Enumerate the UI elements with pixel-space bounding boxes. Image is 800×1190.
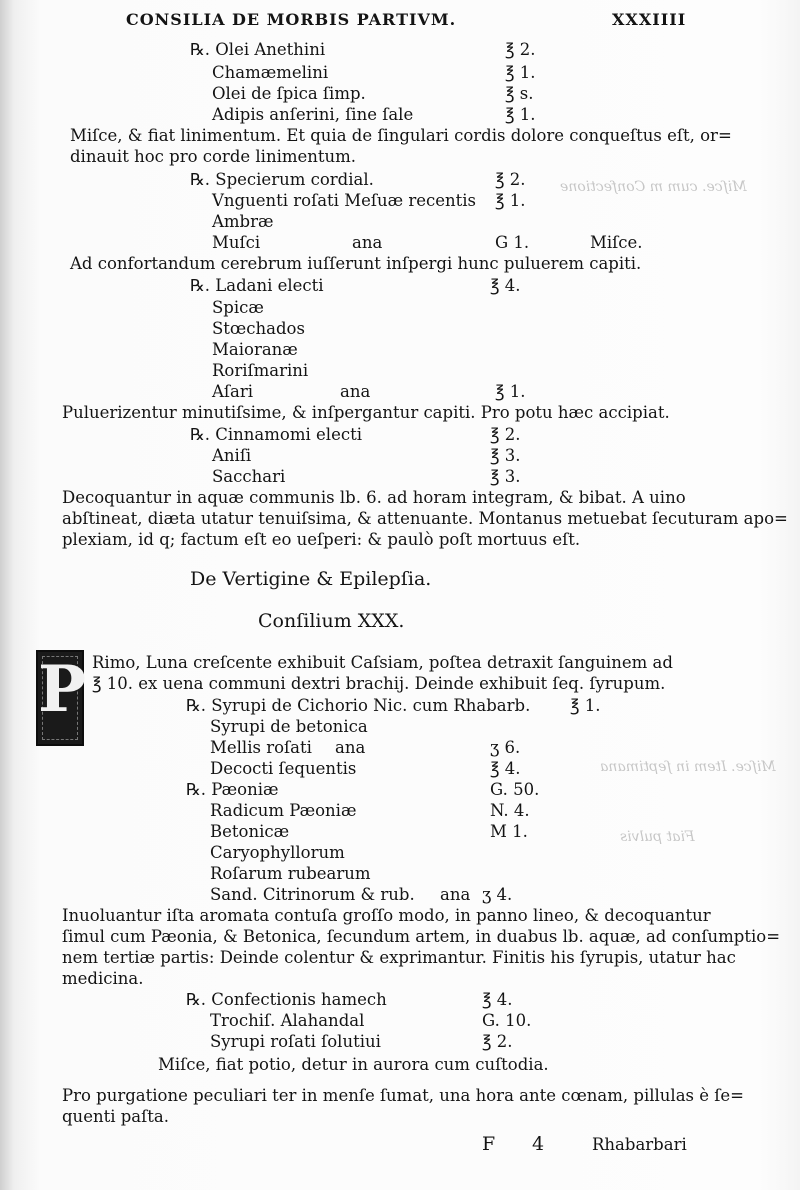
- show-through-text: Miſce. Item in ſeptimana: [600, 759, 776, 775]
- recipe-line: Roriſmarini: [212, 361, 309, 380]
- section-heading: De Vertigine & Epilepſia.: [190, 568, 432, 590]
- recipe-amount: ℥ 1.: [495, 382, 526, 401]
- recipe-line: ℞. Syrupi de Cichorio Nic. cum Rhabarb.: [186, 696, 531, 715]
- recipe-tail: Miſce.: [590, 233, 643, 252]
- recipe-amount: ℥ 1.: [505, 105, 536, 124]
- recipe-line: ℞. Pæoniæ: [186, 780, 279, 799]
- folio-number: XXXIIII: [612, 10, 687, 29]
- recipe-amount: G. 50.: [490, 780, 540, 799]
- recipe-line: Aſari: [212, 382, 254, 401]
- recipe-line: Mellis roſati: [210, 738, 312, 757]
- recipe-line: Trochiſ. Alahandal: [210, 1011, 365, 1030]
- body-line: Miſce, & fiat linimentum. Et quia de ſingulari cordis dolore conqueſtus eſt, or=: [70, 126, 732, 145]
- signature-number: 4: [532, 1133, 545, 1155]
- recipe-line: Muſci: [212, 233, 261, 252]
- recipe-amount: N. 4.: [490, 801, 530, 820]
- recipe-amount: ℥ 2.: [490, 425, 521, 444]
- body-line: ſimul cum Pæonia, & Betonica, ſecundum artem, in duabus lb. aquæ, ad conſumptio=: [62, 927, 781, 946]
- running-title: CONSILIA DE MORBIS PARTIVM.: [126, 10, 457, 29]
- body-line: ℥ 10. ex uena communi dextri brachij. Deinde exhibuit ſeq. ſyrupum.: [92, 674, 666, 693]
- recipe-line: Decocti ſequentis: [210, 759, 357, 778]
- body-line: Miſce, fiat potio, detur in aurora cum cuſtodia.: [158, 1055, 549, 1074]
- recipe-line: Chamæmelini: [212, 63, 329, 82]
- recipe-line: ℞. Confectionis hamech: [186, 990, 387, 1009]
- recipe-amount: ℥ 3.: [490, 467, 521, 486]
- recipe-line: Sand. Citrinorum & rub.: [210, 885, 415, 904]
- body-line: Pro purgatione peculiari ter in menſe ſumat, una hora ante cœnam, pillulas è ſe=: [62, 1086, 744, 1105]
- initial-letter: P: [38, 652, 87, 727]
- show-through-text: Miſce. cum m Confectione: [560, 179, 747, 195]
- recipe-line: Radicum Pæoniæ: [210, 801, 357, 820]
- recipe-amount: ℥ 1.: [505, 63, 536, 82]
- recipe-line: Caryophyllorum: [210, 843, 345, 862]
- decorated-initial: [36, 650, 87, 746]
- body-line: Rimo, Luna creſcente exhibuit Caſsiam, poſtea detraxit ſanguinem ad: [92, 653, 673, 672]
- signature-mark: F: [482, 1133, 496, 1155]
- body-line: medicina.: [62, 969, 144, 988]
- recipe-amount: ℥ 2.: [495, 170, 526, 189]
- recipe-ana: ana: [352, 233, 383, 252]
- recipe-line: Spicæ: [212, 298, 264, 317]
- recipe-line: ℞. Cinnamomi electi: [190, 425, 362, 444]
- recipe-line: Aniſi: [212, 446, 252, 465]
- recipe-ana: ana: [340, 382, 371, 401]
- body-line: nem tertiæ partis: Deinde colentur & exprimantur. Finitis his ſyrupis, utatur hac: [62, 948, 736, 967]
- recipe-line: Sacchari: [212, 467, 286, 486]
- recipe-line: ℞. Olei Anethini: [190, 40, 326, 59]
- recipe-line: Maioranæ: [212, 340, 298, 359]
- recipe-line: Syrupi roſati ſolutiui: [210, 1032, 381, 1051]
- body-line: Decoquantur in aquæ communis lb. 6. ad horam integram, & bibat. A uino: [62, 488, 686, 507]
- body-line: quenti paſta.: [62, 1107, 169, 1126]
- recipe-amount: ℥ 1.: [495, 191, 526, 210]
- recipe-amount: G 1.: [495, 233, 530, 252]
- recipe-line: Stœchados: [212, 319, 305, 338]
- recipe-line: Roſarum rubearum: [210, 864, 371, 883]
- recipe-line: Vnguenti roſati Meſuæ recentis: [212, 191, 476, 210]
- recipe-ana: ana: [440, 885, 471, 904]
- body-line: plexiam, id q; factum eſt eo ueſperi: & paulò poſt mortuus eſt.: [62, 530, 581, 549]
- recipe-line: Adipis anſerini, ſine ſale: [212, 105, 414, 124]
- body-line: abſtineat, diæta utatur tenuiſsima, & attenuante. Montanus metuebat ſecuturam apo=: [62, 509, 788, 528]
- recipe-amount: ℥ 2.: [505, 40, 536, 59]
- recipe-line: Betonicæ: [210, 822, 290, 841]
- recipe-line: Olei de ſpica ſimp.: [212, 84, 366, 103]
- recipe-amount: ℥ 4.: [490, 276, 521, 295]
- body-line: Puluerizentur minutiſsime, & inſpergantur capiti. Pro potu hæc accipiat.: [62, 403, 670, 422]
- recipe-amount: G. 10.: [482, 1011, 532, 1030]
- recipe-line: ℞. Specierum cordial.: [190, 170, 374, 189]
- recipe-amount: ℥ 4.: [482, 990, 513, 1009]
- recipe-amount: ʒ 4.: [482, 885, 513, 904]
- body-line: Inuoluantur iſta aromata contuſa groſſo modo, in panno lineo, & decoquantur: [62, 906, 711, 925]
- catchword: Rhabarbari: [592, 1135, 687, 1154]
- recipe-amount: ℥ 3.: [490, 446, 521, 465]
- recipe-ana: ana: [335, 738, 366, 757]
- recipe-amount: ℥ 1.: [570, 696, 601, 715]
- recipe-line: Ambræ: [212, 212, 274, 231]
- recipe-amount: ʒ 6.: [490, 738, 521, 757]
- recipe-amount: M 1.: [490, 822, 528, 841]
- recipe-amount: ℥ s.: [505, 84, 534, 103]
- recipe-line: Syrupi de betonica: [210, 717, 368, 736]
- recipe-line: ℞. Ladani electi: [190, 276, 324, 295]
- body-line: Ad confortandum cerebrum iuſſerunt inſpergi hunc puluerem capiti.: [70, 254, 642, 273]
- consilium-title: Conſilium XXX.: [258, 610, 405, 632]
- body-line: dinauit hoc pro corde linimentum.: [70, 147, 357, 166]
- recipe-amount: ℥ 4.: [490, 759, 521, 778]
- recipe-amount: ℥ 2.: [482, 1032, 513, 1051]
- show-through-text: Fiat pulvis: [620, 829, 695, 845]
